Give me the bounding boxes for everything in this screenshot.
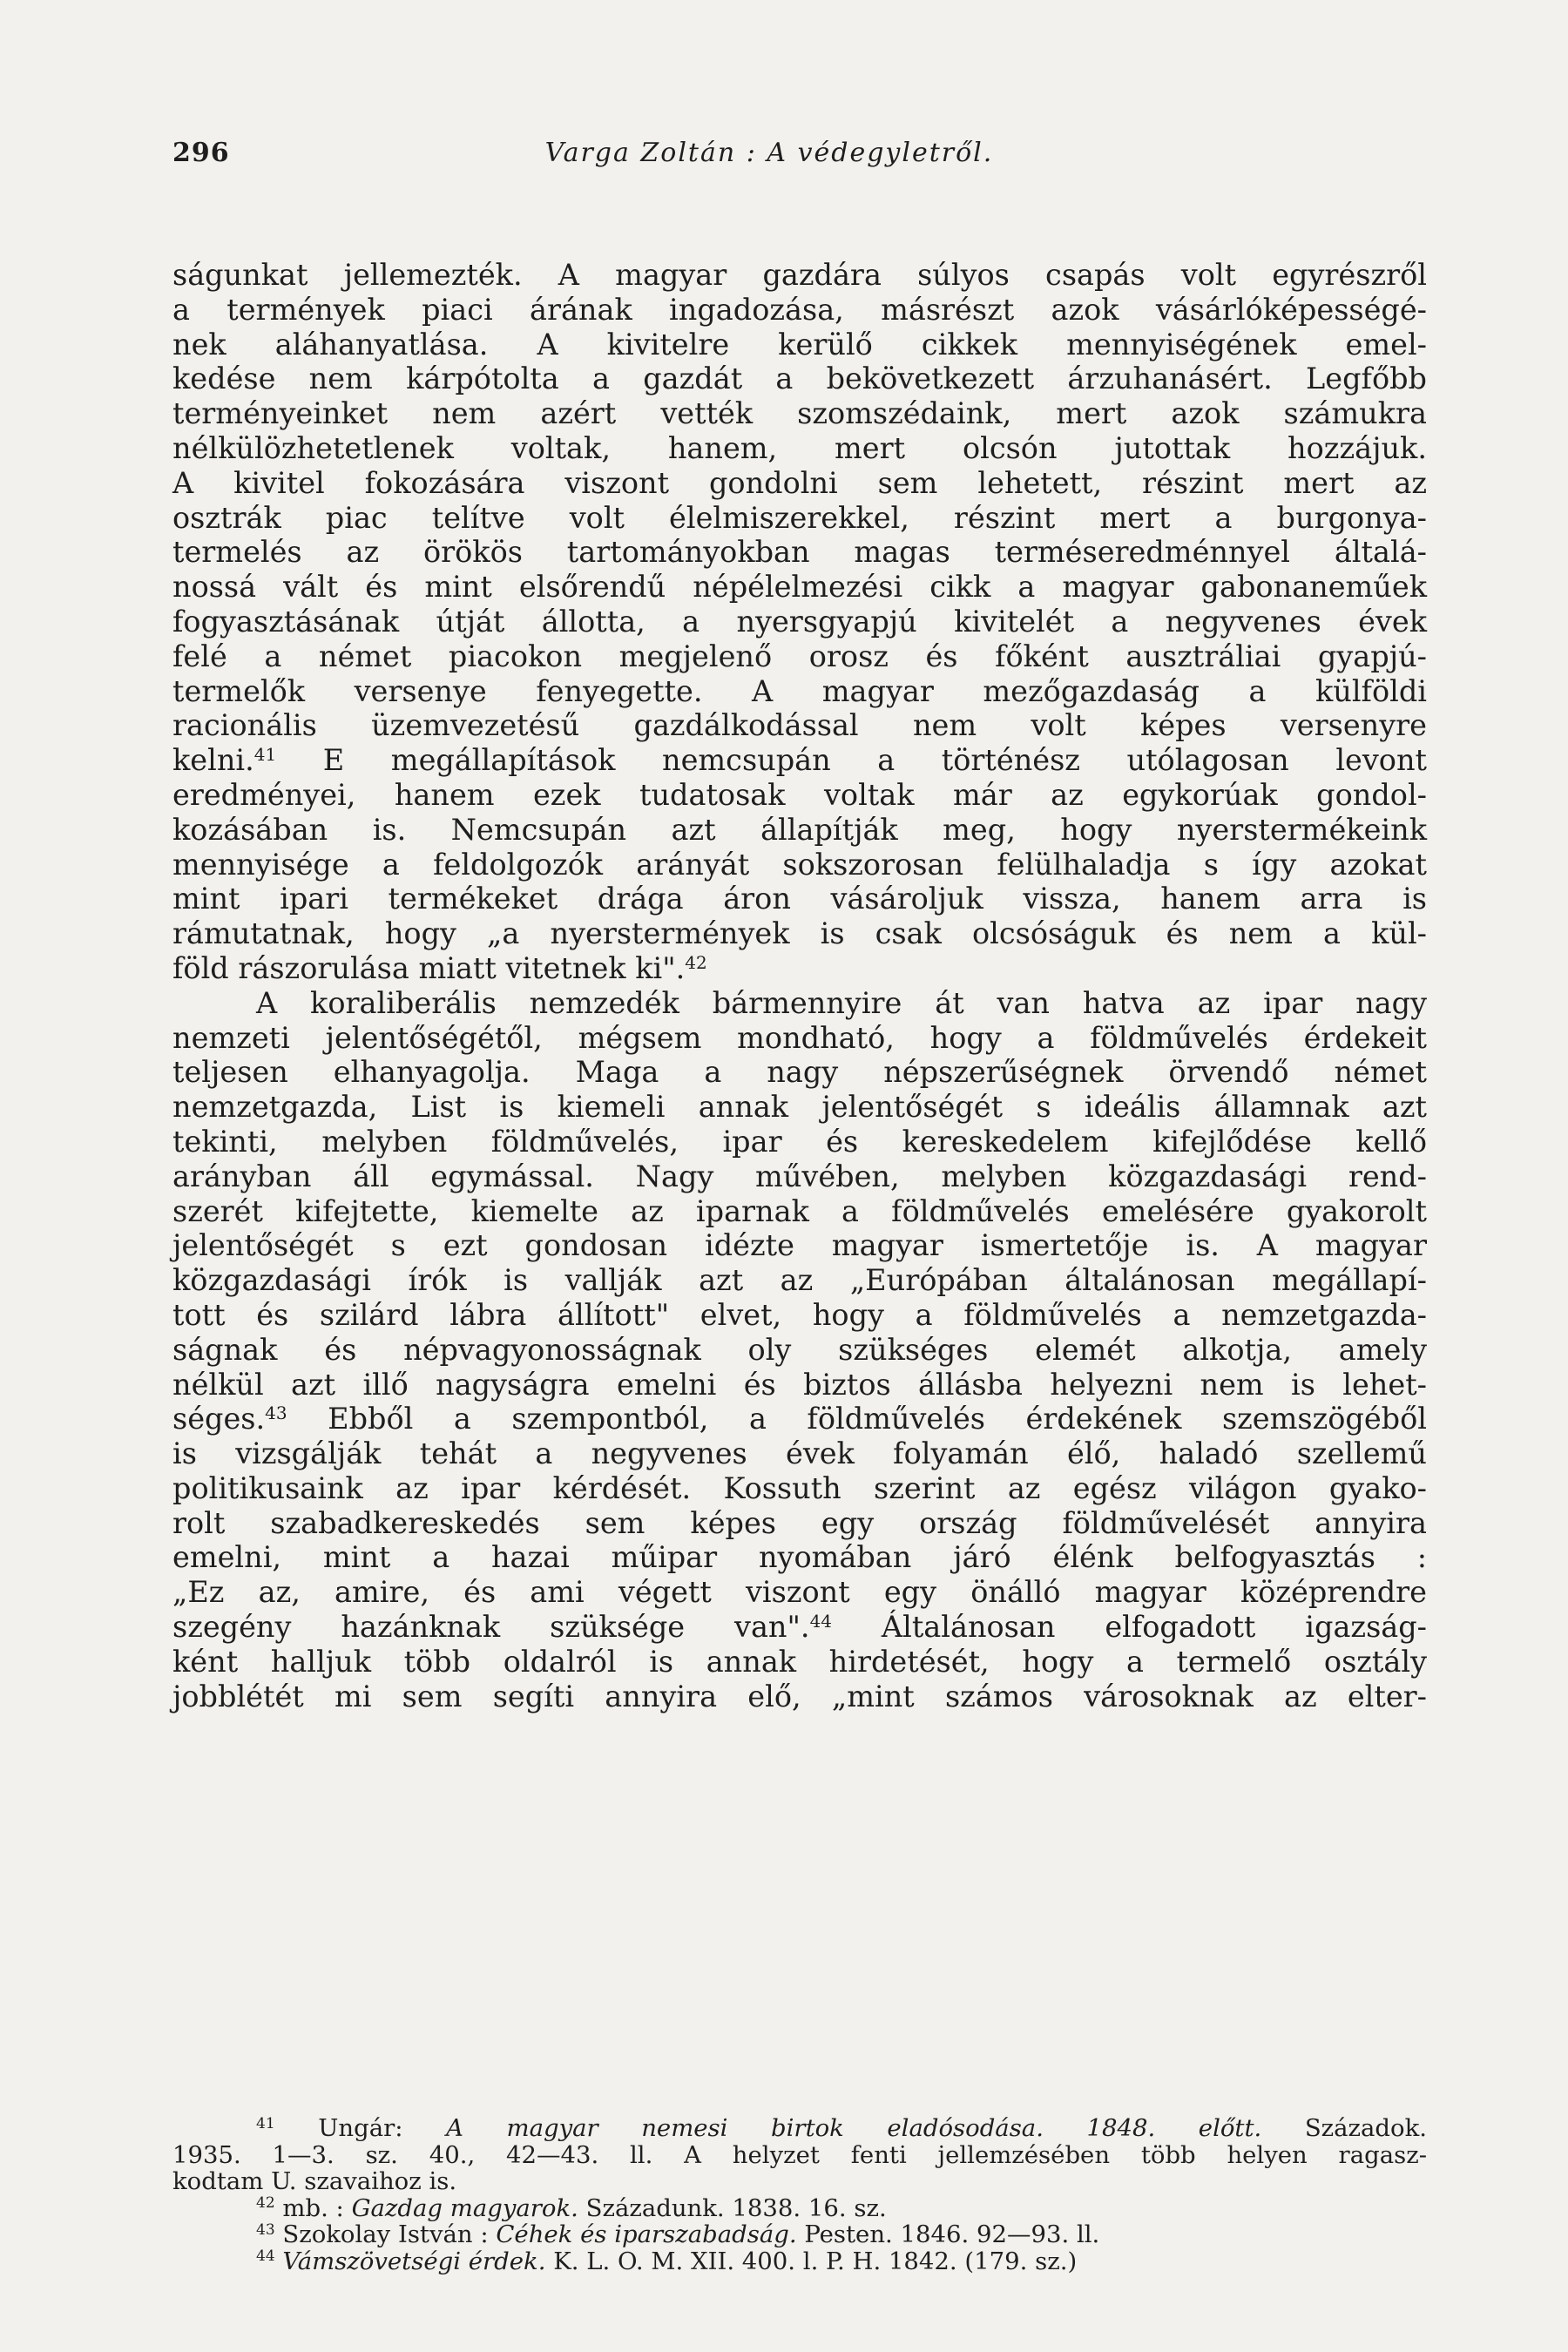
text-line: kedése nem kárpótolta a gazdát a bekövetkezett árzuhanásért. Legfőbb [172, 362, 1427, 396]
text-line [172, 951, 1427, 986]
footnote-number: 43 [256, 2220, 275, 2239]
text-line: tott és szilárd lábra állított" elvet, hogy a földművelés a nemzetgazda- [172, 1297, 1427, 1332]
footnote-ref-41[interactable]: 41 [253, 744, 277, 766]
text-line: nélkülözhetetlenek voltak, hanem, mert olcsón jutottak hozzájuk. [172, 430, 1427, 465]
footnote-title: Céhek és iparszabadság. [496, 2220, 797, 2248]
main-text [172, 258, 1427, 1713]
text-line: is vizsgálják tehát a negyvenes évek folyamán élő, haladó szellemű [172, 1436, 1427, 1471]
text-line: tekinti, melyben földművelés, ipar és kereskedelem kifejlődése kellő [172, 1124, 1427, 1159]
footnotes [172, 2115, 1427, 2274]
text-segment: séges. [172, 1402, 266, 1436]
paragraph-start: A koraliberális nemzedék bármennyire át van hatva az ipar nagy [256, 985, 1427, 1020]
page-number: 296 [172, 138, 230, 168]
text-line: a termények piaci árának ingadozása, másrészt azok vásárlóképességé- [172, 292, 1427, 327]
text-line: osztrák piac telítve volt élelmiszerekkel, részint mert a burgonya- [172, 500, 1427, 535]
text-line: termelők versenye fenyegette. A magyar mezőgazdaság a külföldi [172, 673, 1427, 708]
text-line [172, 743, 1427, 778]
text-segment: Általánosan elfogadott igazság- [832, 1610, 1427, 1645]
footnote-ref-44[interactable]: 44 [809, 1611, 833, 1632]
running-title: Varga Zoltán : A védegyletről. [544, 138, 994, 168]
text-line: A kivitel fokozására viszont gondolni sem lehetett, részint mert az [172, 465, 1427, 500]
page-header [172, 138, 1366, 181]
text-line: rámutatnak, hogy „a nyerstermények is csak olcsóságuk és nem a kül- [172, 916, 1427, 951]
text-segment: E megállapítások nemcsupán a történész utólagosan levont [276, 743, 1427, 778]
footnote-source: Pesten. 1846. 92—93. ll. [796, 2220, 1100, 2248]
text-line: nek aláhanyatlása. A kivitelre kerülő cikkek mennyiségének emel- [172, 327, 1427, 362]
text-line: jobblétét mi sem segíti annyira elő, „mint számos városoknak az elter- [172, 1679, 1427, 1713]
footnote-number: 42 [256, 2194, 275, 2213]
text-line [172, 1402, 1427, 1436]
footnote-number: 41 [256, 2114, 275, 2132]
text-line: ságunkat jellemezték. A magyar gazdára súlyos csapás volt egyrészről [172, 258, 1427, 292]
text-line: termelés az örökös tartományokban magas terméseredménnyel általá- [172, 535, 1427, 570]
footnote-43 [172, 2221, 1427, 2248]
text-line: nossá vált és mint elsőrendű népélelmezési cikk a magyar gabonaneműek [172, 570, 1427, 605]
footnote-ref-43[interactable]: 43 [265, 1402, 287, 1424]
footnote-author: Szokolay István : [274, 2220, 497, 2248]
text-line: mennyisége a feldolgozók arányát sokszorosan felülhaladja s így azokat [172, 847, 1427, 882]
footnote-42 [172, 2195, 1427, 2222]
text-line: ságnak és népvagyonosságnak oly szükséges elemét alkotja, amely [172, 1332, 1427, 1367]
text-line: rolt szabadkereskedés sem képes egy ország földművelését annyira [172, 1505, 1427, 1540]
footnote-44 [172, 2248, 1427, 2275]
text-line: arányban áll egymással. Nagy művében, melyben közgazdasági rend- [172, 1159, 1427, 1193]
text-segment: kelni. [172, 743, 254, 778]
text-line: nélkül azt illő nagyságra emelni és biztos állásba helyezni nem is lehet- [172, 1367, 1427, 1402]
footnote-41 [172, 2115, 1427, 2142]
text-line: nemzetgazda, List is kiemeli annak jelentőségét s ideális államnak azt [172, 1090, 1427, 1125]
text-line: nemzeti jelentőségétől, mégsem mondható, hogy a földművelés érdekeit [172, 1020, 1427, 1055]
text-line: „Ez az, amire, és ami végett viszont egy önálló magyar középrendre [172, 1575, 1427, 1610]
footnote-ref-42[interactable]: 42 [685, 951, 707, 973]
footnote-line: kodtam U. szavaihoz is. [172, 2167, 457, 2195]
footnote-line: 1935. 1—3. sz. 40., 42—43. ll. A helyzet fenti jellemzésében több helyen ragasz- [172, 2140, 1427, 2169]
footnote-title: Gazdag magyarok. [351, 2193, 578, 2222]
footnote-author: Ungár: [274, 2114, 447, 2142]
footnote-title: A magyar nemesi birtok eladósodása. 1848. előtt. [446, 2114, 1262, 2142]
text-segment: Ebből a szempontból, a földművelés érdekének szemszögéből [287, 1402, 1427, 1436]
text-line: közgazdasági írók is vallják azt az „Európában általánosan megállapí- [172, 1263, 1427, 1298]
text-segment: föld rászorulása miatt vitetnek ki". [172, 950, 686, 985]
text-line: mint ipari termékeket drága áron vásároljuk vissza, hanem arra is [172, 882, 1427, 916]
footnote-title: Vámszövetségi érdek. [282, 2247, 546, 2275]
text-line: eredményei, hanem ezek tudatosak voltak már az egykorúak gondol- [172, 777, 1427, 812]
text-line: kozásában is. Nemcsupán azt állapítják meg, hogy nyerstermékeink [172, 812, 1427, 847]
text-line: szerét kifejtette, kiemelte az iparnak a földművelés emelésére gyakorolt [172, 1193, 1427, 1228]
text-line: terményeinket nem azért vették szomszédaink, mert azok számukra [172, 396, 1427, 431]
text-line [172, 1610, 1427, 1645]
footnote-source: Századok. [1261, 2114, 1428, 2142]
text-line: racionális üzemvezetésű gazdálkodással nem volt képes versenyre [172, 708, 1427, 743]
footnote-source: Századunk. 1838. 16. sz. [578, 2193, 887, 2222]
text-line: ként halljuk több oldalról is annak hirdetését, hogy a termelő osztály [172, 1644, 1427, 1679]
text-line: teljesen elhanyagolja. Maga a nagy népszerűségnek örvendő német [172, 1055, 1427, 1090]
text-line: felé a német piacokon megjelenő orosz és főként ausztráliai gyapjú- [172, 639, 1427, 673]
text-line: fogyasztásának útját állotta, a nyersgyapjú kivitelét a negyvenes évek [172, 604, 1427, 639]
text-line: politikusaink az ipar kérdését. Kossuth szerint az egész világon gyako- [172, 1470, 1427, 1505]
text-line: jelentőségét s ezt gondosan idézte magyar ismertetője is. A magyar [172, 1228, 1427, 1263]
footnote-number: 44 [256, 2247, 275, 2266]
text-segment: szegény hazánknak szüksége van". [172, 1610, 810, 1645]
footnote-source: K. L. O. M. XII. 400. l. P. H. 1842. (179. sz.) [545, 2247, 1078, 2275]
text-line: emelni, mint a hazai műipar nyomában járó élénk belfogyasztás : [172, 1540, 1427, 1575]
footnote-author: mb. : [274, 2193, 352, 2222]
